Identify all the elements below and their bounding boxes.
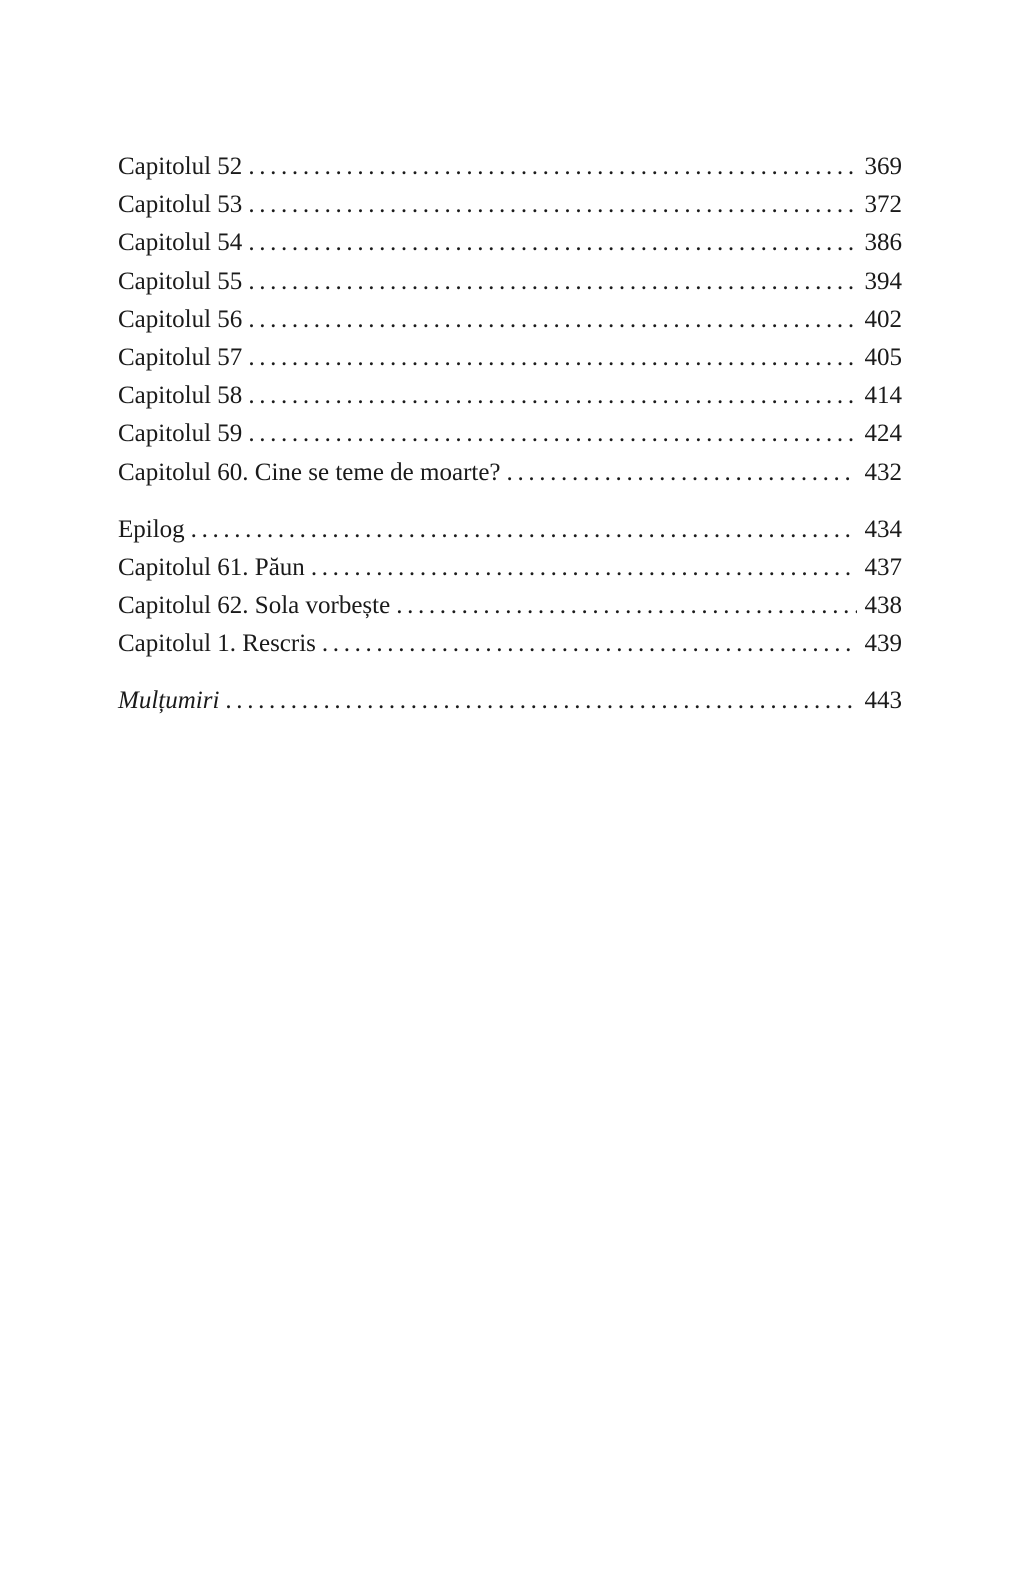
toc-entry-title: Capitolul 53: [118, 191, 243, 219]
toc-entry-title: Capitolul 61. Păun: [118, 553, 305, 581]
toc-entry-page: 369: [864, 153, 902, 180]
dot-leader: [507, 454, 857, 492]
dot-leader: [248, 415, 856, 453]
toc-entry-title: Capitolul 54: [118, 229, 243, 257]
toc-entry-page: 434: [864, 515, 902, 543]
toc-entry: [118, 339, 902, 377]
toc-entry: [118, 454, 902, 492]
dot-leader: [248, 263, 856, 301]
toc-entry: [118, 301, 902, 339]
toc-entry: [118, 415, 902, 453]
toc-entry: [118, 224, 902, 262]
dot-leader: [225, 682, 856, 720]
dot-leader: [248, 301, 856, 339]
dot-leader: [248, 339, 856, 377]
toc-entry-page: 443: [864, 687, 902, 715]
toc-entry-title: Epilog: [118, 515, 185, 543]
toc-entry-title: Capitolul 56: [118, 305, 243, 333]
toc-entry-title: Capitolul 55: [118, 267, 243, 295]
toc-entry-title: Capitolul 62. Sola vorbește: [118, 592, 391, 620]
toc-entry-page: 432: [864, 458, 902, 486]
toc-entry: [118, 682, 902, 720]
toc-entry-page: 414: [864, 382, 902, 410]
toc-group-epilogue: [118, 511, 902, 664]
toc-entry: [118, 263, 902, 301]
toc-group-acknowledgements: [118, 682, 902, 720]
toc-entry-page: 438: [864, 592, 902, 620]
dot-leader: [248, 186, 856, 224]
dot-leader: [191, 511, 857, 549]
toc-entry: [118, 549, 902, 587]
dot-leader: [311, 549, 857, 587]
dot-leader: [322, 625, 857, 663]
toc-entry-page: 437: [864, 553, 902, 581]
toc-entry-page: 405: [864, 343, 902, 371]
toc-entry-title: Capitolul 60. Cine se teme de moarte?: [118, 458, 501, 486]
toc-entry-page: 394: [864, 267, 902, 295]
toc-entry-page: 439: [864, 630, 902, 658]
toc-entry-page: 424: [864, 420, 902, 448]
toc-entry-title: Capitolul 1. Rescris: [118, 630, 316, 658]
toc-entry-title: Mulțumiri: [118, 687, 220, 715]
toc-entry-title: Capitolul 57: [118, 343, 243, 371]
dot-leader: [248, 377, 856, 415]
dot-leader: [248, 148, 856, 186]
table-of-contents: [118, 148, 902, 721]
toc-entry: [118, 148, 902, 186]
toc-entry-page: 372: [864, 191, 902, 219]
toc-entry-page: 402: [864, 305, 902, 333]
dot-leader: [248, 224, 856, 262]
toc-entry: [118, 587, 902, 625]
toc-entry: [118, 186, 902, 224]
toc-entry-title: Capitolul 52: [118, 153, 243, 180]
toc-group-chapters: [118, 148, 902, 492]
toc-entry-page: 386: [864, 229, 902, 257]
dot-leader: [396, 587, 856, 625]
toc-entry: [118, 511, 902, 549]
toc-entry: [118, 625, 902, 663]
toc-entry: [118, 377, 902, 415]
toc-entry-title: Capitolul 59: [118, 420, 243, 448]
toc-entry-title: Capitolul 58: [118, 382, 243, 410]
